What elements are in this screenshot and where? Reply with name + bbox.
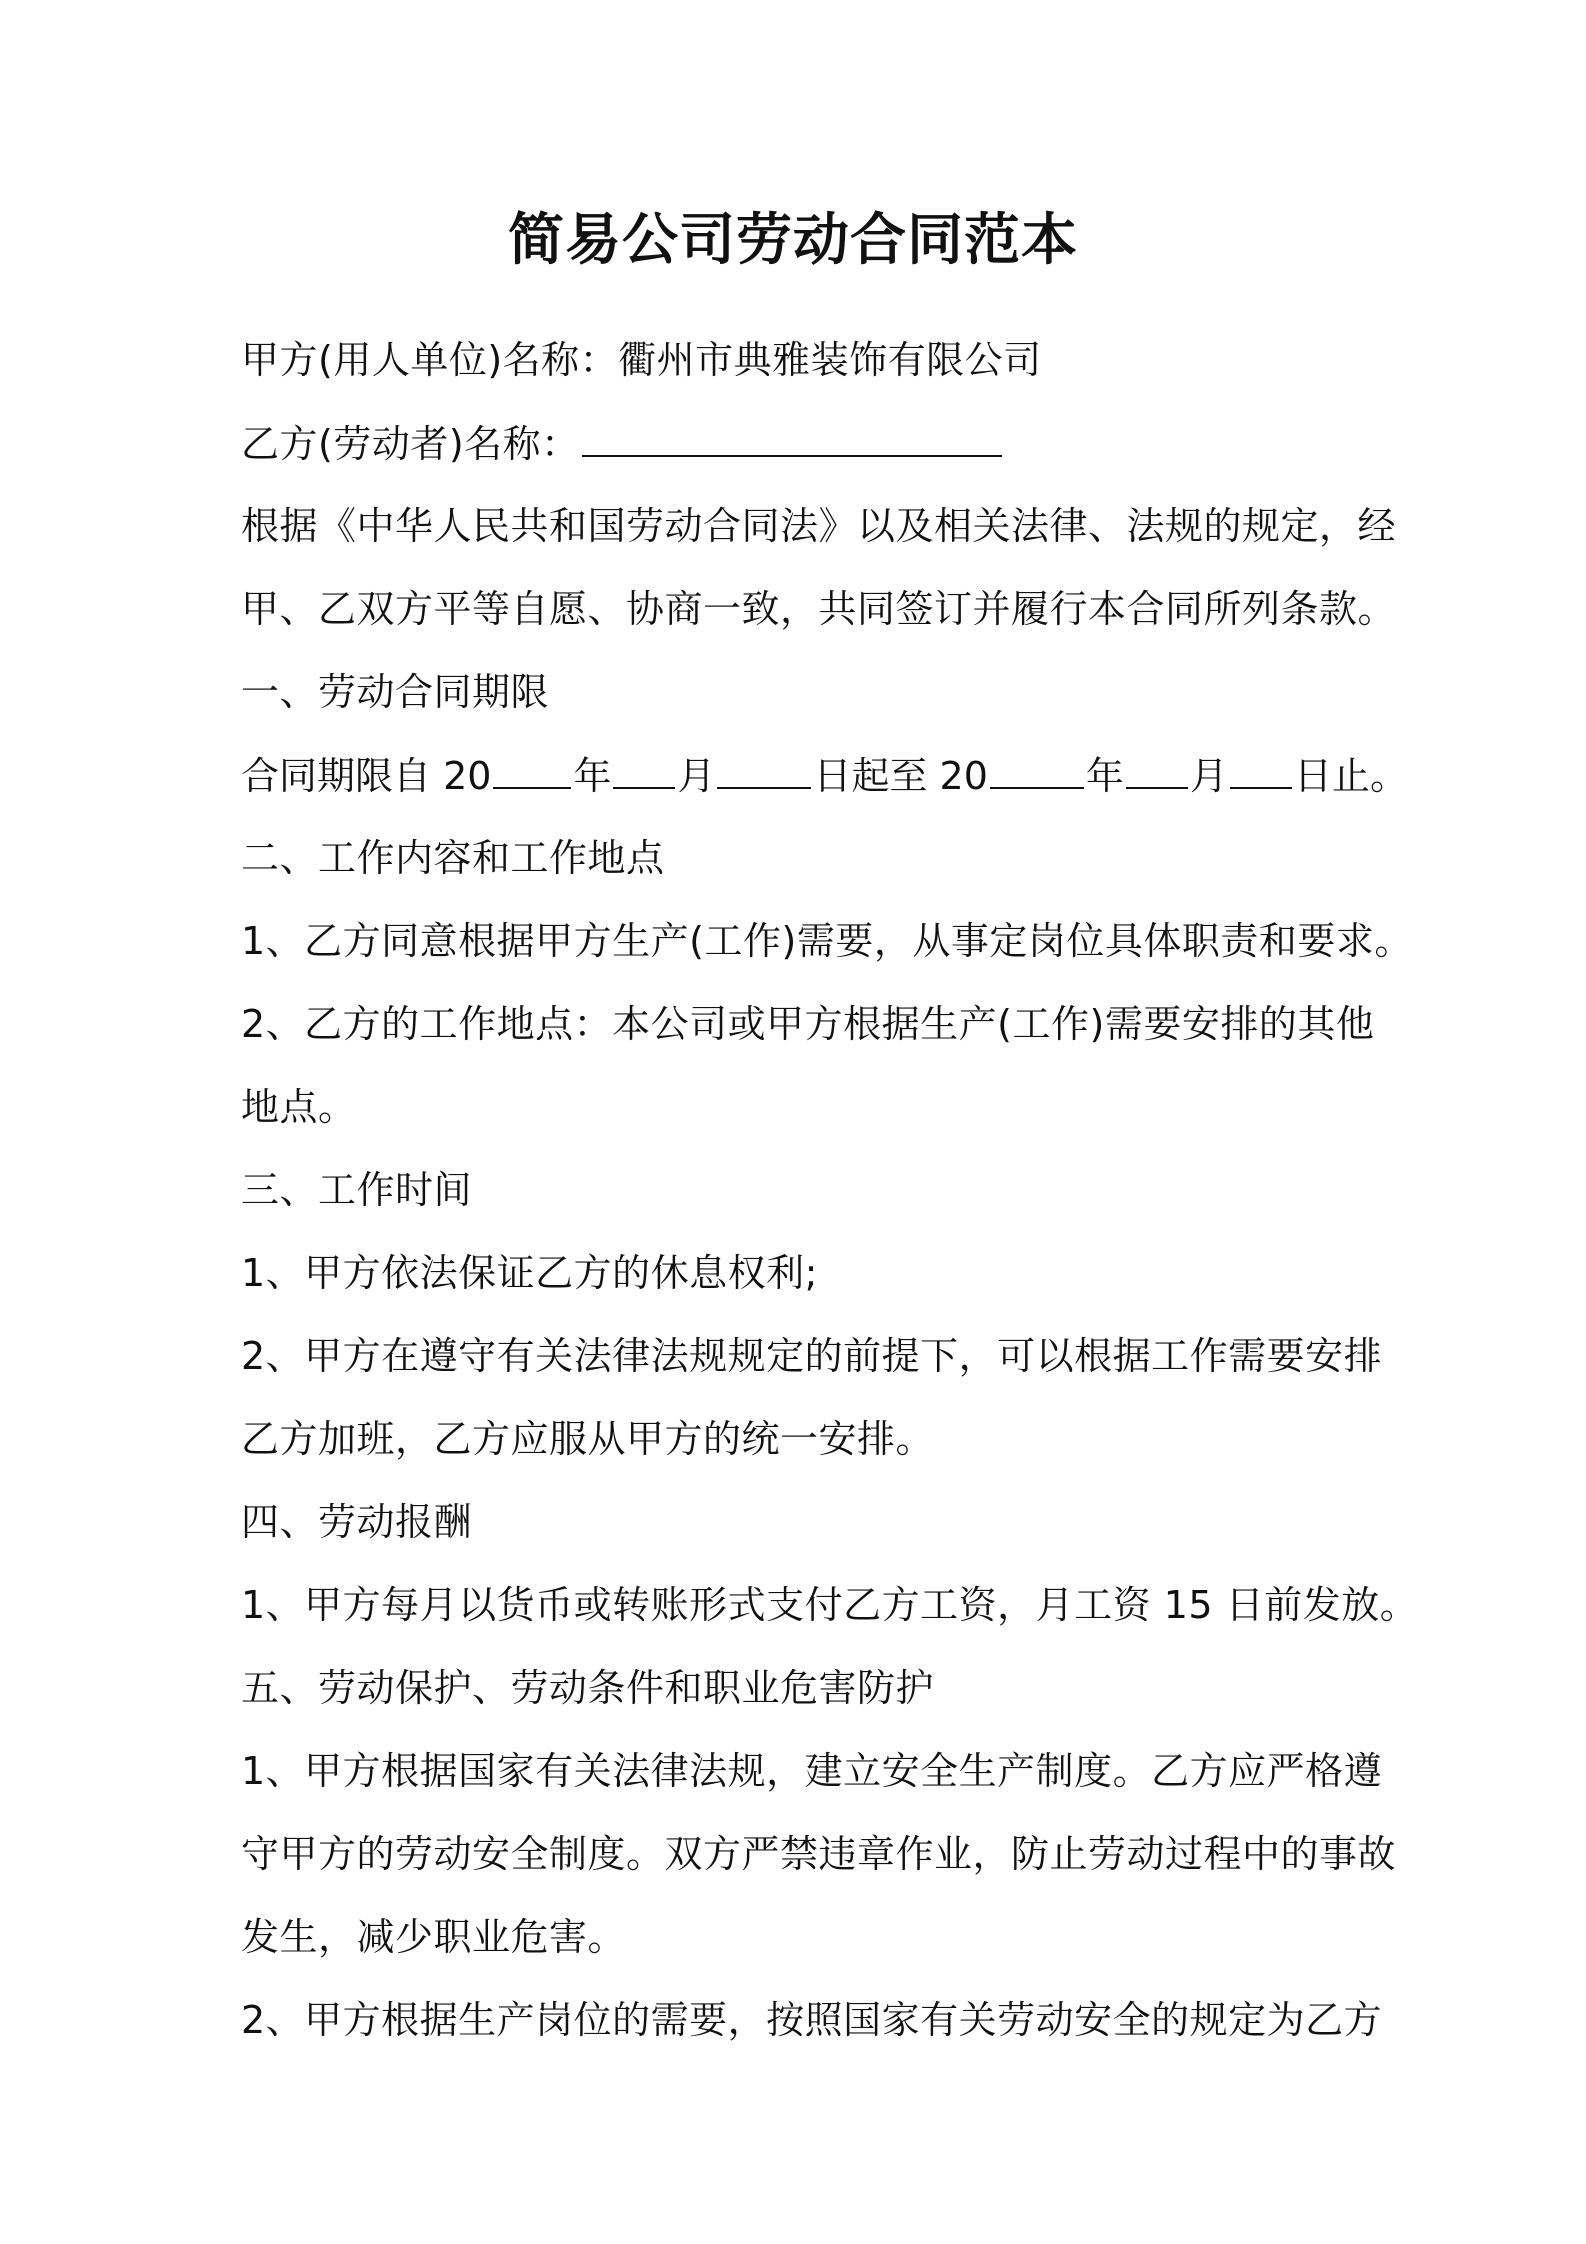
term-end-year-label: 年 <box>1085 754 1124 798</box>
term-end-day-blank[interactable] <box>1230 747 1292 789</box>
term-end-month-blank[interactable] <box>1126 747 1188 789</box>
section5-line-4: 2、甲方根据生产岗位的需要，按照国家有关劳动安全的规定为乙方 <box>241 1998 1383 2042</box>
contract-term-line <box>241 747 1408 804</box>
term-end-month-label: 月 <box>1189 754 1228 798</box>
term-year-label: 年 <box>573 754 612 798</box>
party-b-label: 乙方(劳动者)名称： <box>241 422 580 466</box>
section4-line-1: 1、甲方每月以货币或转账形式支付乙方工资，月工资 15 日前发放。 <box>241 1583 1419 1627</box>
party-a-line: 甲方(用人单位)名称：衢州市典雅装饰有限公司 <box>241 338 1042 382</box>
section3-line-2: 2、甲方在遵守有关法律法规规定的前提下，可以根据工作需要安排 <box>241 1334 1383 1378</box>
section2-line-2: 2、乙方的工作地点：本公司或甲方根据生产(工作)需要安排的其他 <box>241 1002 1375 1046</box>
section5-line-2: 守甲方的劳动安全制度。双方严禁违章作业，防止劳动过程中的事故 <box>241 1832 1397 1876</box>
term-start-day-blank[interactable] <box>717 747 811 789</box>
party-b-line <box>241 415 1004 472</box>
intro-line-2: 甲、乙双方平等自愿、协商一致，共同签订并履行本合同所列条款。 <box>241 587 1397 631</box>
term-to-label: 日起至 20 <box>813 754 988 798</box>
intro-line-1: 根据《中华人民共和国劳动合同法》以及相关法律、法规的规定，经 <box>241 504 1397 548</box>
section1-heading: 一、劳动合同期限 <box>241 670 550 714</box>
document-title: 简易公司劳动合同范本 <box>508 208 1078 273</box>
section3-line-1: 1、甲方依法保证乙方的休息权利; <box>241 1251 818 1295</box>
section5-line-1: 1、甲方根据国家有关法律法规，建立安全生产制度。乙方应严格遵 <box>241 1749 1383 1793</box>
section2-heading: 二、工作内容和工作地点 <box>241 836 665 880</box>
section3-line-3: 乙方加班，乙方应服从甲方的统一安排。 <box>241 1417 935 1461</box>
term-start-year-blank[interactable] <box>493 747 571 789</box>
term-end-label: 日止。 <box>1293 754 1408 798</box>
term-month-label: 月 <box>677 754 716 798</box>
term-start-month-blank[interactable] <box>613 747 675 789</box>
section5-line-3: 发生，减少职业危害。 <box>241 1915 627 1959</box>
section3-heading: 三、工作时间 <box>241 1168 473 1212</box>
section5-heading: 五、劳动保护、劳动条件和职业危害防护 <box>241 1666 935 1710</box>
term-from-label: 合同期限自 20 <box>241 754 492 798</box>
section4-heading: 四、劳动报酬 <box>241 1500 473 1544</box>
section2-line-1: 1、乙方同意根据甲方生产(工作)需要，从事定岗位具体职责和要求。 <box>241 919 1413 963</box>
term-end-year-blank[interactable] <box>990 747 1084 789</box>
section2-line-3: 地点。 <box>241 1085 357 1129</box>
party-b-name-blank[interactable] <box>582 415 1002 457</box>
